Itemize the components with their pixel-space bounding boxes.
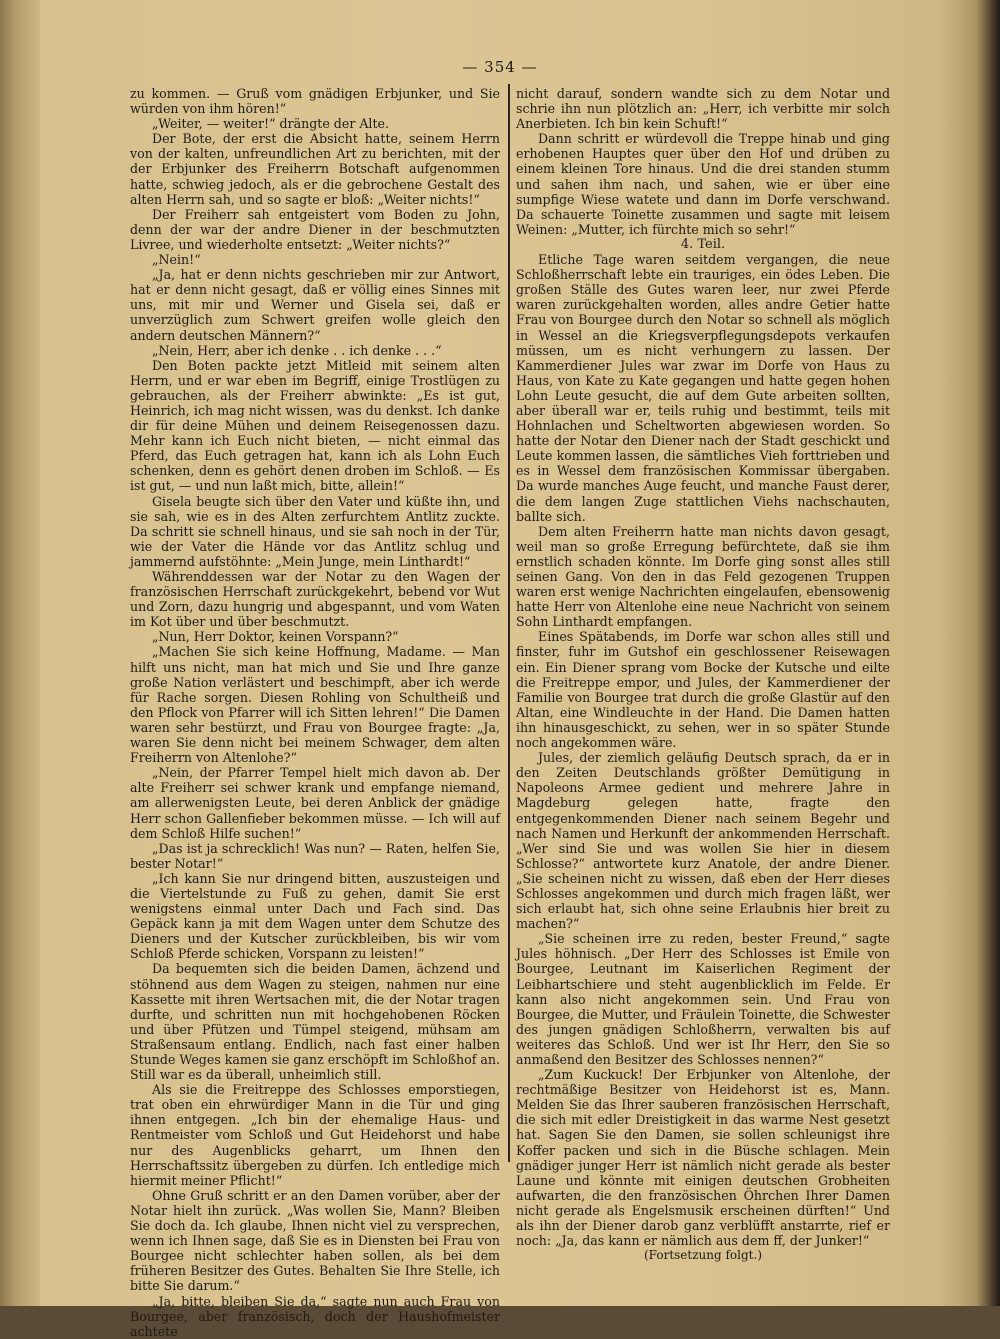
paragraph: Etliche Tage waren seitdem vergangen, die neue Schloßherrschaft lebte ein trauriges, ein ödes Leben. Die großen Ställe des Gutes waren leer, nur zwei Pferde waren zurückgehalten worden, alles andre Getier hatte Frau von Bourgee durch den Notar so schnell als möglich in Wessel an die Kriegsverpflegungsdepots verkaufen müssen, um es nicht verhungern zu lassen. Der Kammerdiener Jules war zwar im Dorfe von Haus zu Haus, von Kate zu Kate gegangen und hatte gegen hohen Lohn Leute gesucht, die auf dem Gute arbeiten sollten, aber überall war er, teils ruhig und bestimmt, teils mit Hohnlachen und Scheltworten abgewiesen worden. So hatte der Notar den Diener nach der Stadt geschickt und Leute kommen lassen, die sämtliches Vieh forttrieben und es in Wessel dem französischen Kommissar übergaben. Da wurde manches Auge feucht, und manche Faust derer, die dem langen Zuge stattlichen Viehs nachschauten, ballte sich. bbox=[516, 252, 890, 524]
paragraph: „Nun, Herr Doktor, keinen Vorspann?“ bbox=[152, 629, 399, 645]
paragraph: Als sie die Freitreppe des Schlosses emporstiegen, trat oben ein ehrwürdiger Mann in die Tür und ging ihnen entgegen. „Ich bin der ehemalige Haus- und Rentmeister vom Schloß und Gut Heidehorst und habe nur des Augenblicks geharrt, um Ihnen den Herrschaftssitz übergeben zu dürfen. Ich entledige mich hiermit meiner Pflicht!“ bbox=[130, 1082, 500, 1188]
paragraph: „Nein, der Pfarrer Tempel hielt mich davon ab. Der alte Freiherr sei schwer krank und empfange niemand, am allerwenigsten Leute, bei deren Anblick der gnädige Herr schon Gallenfieber bekommen müsse. — Ich will auf dem Schloß Hilfe suchen!“ bbox=[130, 765, 500, 841]
continued-note: (Fortsetzung folgt.) bbox=[644, 1248, 762, 1263]
column-divider bbox=[508, 84, 510, 1162]
paragraph: Ohne Gruß schritt er an den Damen vorüber, aber der Notar hielt ihn zurück. „Was wollen Sie, Mann? Bleiben Sie doch da. Ich glaube, Ihnen nicht viel zu versprechen, wenn ich Ihnen sage, daß Sie es in Diensten bei Frau von Bourgee nicht schlechter haben sollen, als bei dem früheren Besitzer des Gutes. Behalten Sie Ihre Stelle, ich bitte Sie darum.“ bbox=[130, 1187, 500, 1294]
section-title: 4. Teil. bbox=[680, 236, 726, 252]
paragraph: „Weiter, — weiter!“ drängte der Alte. bbox=[152, 116, 389, 132]
paragraph: Der Freiherr sah entgeistert vom Boden zu John, denn der war der andre Diener in der beschmutzten Livree, und wiederholte entsetzt: „Weiter nichts?“ bbox=[130, 206, 500, 252]
paragraph: nicht darauf, sondern wandte sich zu dem Notar und schrie ihn nun plötzlich an: „Herr, ich verbitte mir solch Anerbieten. Ich bin kein Schuft!“ bbox=[516, 86, 890, 132]
paragraph: Gisela beugte sich über den Vater und küßte ihn, und sie sah, wie es in des Alten zerfurchtem Antlitz zuckte. Da schritt sie schnell hinaus, und sie sah noch in der Tür, wie der Vater die Hände vor das Antlitz schlug und jammernd aufstöhnte: „Mein Junge, mein Linthardt!“ bbox=[130, 493, 500, 569]
paragraph: Den Boten packte jetzt Mitleid mit seinem alten Herrn, und er war eben im Begriff, einige Trostlügen zu gebrauchen, als der Freiherr abwinkte: „Es ist gut, Heinrich, ich mag nicht wissen, was du denkst. Ich danke dir für deine Mühen und deinem Reisegenossen dazu. Mehr kann ich Euch nicht bieten, — nicht einmal das Pferd, das Euch getragen hat, kann ich als Lohn Euch schenken, denn es gehört denen droben im Schloß. — Es ist gut, — und nun laßt mich, bitte, allein!“ bbox=[130, 357, 500, 494]
paragraph: „Sie scheinen irre zu reden, bester Freund,“ sagte Jules höhnisch. „Der Herr des Schlosses ist Emile von Bourgee, Leutnant im Kaiserlichen Regiment der Leibhartschiere und steht augenblicklich im Felde. Er kann also nicht angekommen sein. Und Frau von Bourgee, die Mutter, und Fräulein Toinette, die Schwester des jungen gnädigen Schloßherrn, verwalten bis auf weiteres das Schloß. Und wer ist Ihr Herr, den Sie so anmaßend den Besitzer des Schlosses nennen?“ bbox=[516, 931, 890, 1067]
paragraph: „Nein, Herr, aber ich denke . . ich denke . . .“ bbox=[152, 342, 442, 358]
paragraph: zu kommen. — Gruß vom gnädigen Erbjunker, und Sie würden von ihm hören!“ bbox=[130, 86, 500, 117]
paragraph: „Zum Kuckuck! Der Erbjunker von Altenlohe, der rechtmäßige Besitzer von Heidehorst ist es, Mann. Melden Sie das Ihrer sauberen französischen Herrschaft, die sich mit edler Dreistigkeit in das warme Nest gesetzt hat. Sagen Sie den Damen, sie sollen schleunigst ihre Koffer packen und sich in die Büsche schlagen. Mein gnädiger junger Herr ist nämlich nicht gerade als bester Laune und könnte mit einigen deutschen Grobheiten aufwarten, die den französischen Öhrchen Ihrer Damen nicht gerade als Engelsmusik erscheinen dürften!“ Und als ihn der Diener darob ganz verblüfft anstarrte, rief er noch: „Ja, das kann er nämlich aus dem ff, der Junker!“ bbox=[516, 1067, 890, 1249]
paragraph: Währenddessen war der Notar zu den Wagen der französischen Herrschaft zurückgekehrt, bebend vor Wut und Zorn, dazu hungrig und abgespannt, und vom Waten im Kot über und über beschmutzt. bbox=[130, 569, 500, 630]
paragraph: Da bequemten sich die beiden Damen, ächzend und stöhnend aus dem Wagen zu steigen, nahmen nur eine Kassette mit ihren Wertsachen mit, die der Notar tragen durfte, und schritten nun mit hochgehobenen Röcken und über Pfützen und Tümpel steigend, mühsam am Straßensaum entlang. Endlich, nach fast einer halben Stunde Weges kamen sie ganz erschöpft im Schloßhof an. Still war es da überall, unheimlich still. bbox=[130, 961, 500, 1083]
paragraph: „Das ist ja schrecklich! Was nun? — Raten, helfen Sie, bester Notar!“ bbox=[130, 840, 500, 871]
paragraph: Dem alten Freiherrn hatte man nichts davon gesagt, weil man so große Erregung befürchtete, daß sie ihm ernstlich schaden könnte. Im Dorfe ging sonst alles still seinen Gang. Von den in das Feld gezogenen Truppen waren erst wenige Nachrichten eingelaufen, ebensowenig hatte Herr von Altenlohe eine neue Nachricht von seinem Sohn Linthardt empfangen. bbox=[516, 523, 890, 630]
paragraph: Jules, der ziemlich geläufig Deutsch sprach, da er in den Zeiten Deutschlands größter Demütigung in Napoleons Armee gedient und mehrere Jahre in Magdeburg gelegen hatte, fragte den entgegenkommenden Diener nach seinem Begehr und nach Namen und Herkunft der ankommenden Herrschaft. „Wer sind Sie und was wollen Sie hier in diesem Schlosse?“ antwortete kurz Anatole, der andre Diener. „Sie scheinen nicht zu wissen, daß eben der Herr dieses Schlosses angekommen und durch mich fragen läßt, wer sich erlaubt hat, sich ohne seine Erlaubnis hier breit zu machen?“ bbox=[516, 750, 890, 932]
paragraph: „Ja, bitte, bleiben Sie da,“ sagte nun auch Frau von Bourgee, aber französisch, doch der Haushofmeister achtete bbox=[130, 1293, 500, 1339]
paragraph: „Nein!“ bbox=[152, 252, 201, 268]
page-number: — 354 — bbox=[462, 58, 538, 76]
paragraph: Der Bote, der erst die Absicht hatte, seinem Herrn von der kalten, unfreundlichen Art zu berichten, mit der der Erbjunker des Freiherrn Botschaft aufgenommen hatte, schwieg jedoch, als er die gebrochene Gestalt des alten Herrn sah, und so sagte er bloß: „Weiter nichts!“ bbox=[130, 131, 500, 207]
paragraph: Eines Spätabends, im Dorfe war schon alles still und finster, fuhr im Gutshof ein geschlossener Reisewagen ein. Ein Diener sprang vom Bocke der Kutsche und eilte die Freitreppe empor, und Jules, der Kammerdiener der Familie von Bourgee trat durch die große Glastür auf den Altan, eine Windleuchte in der Hand. Die Damen hatten ihn hinausgeschickt, zu sehen, wer in so später Stunde noch angekommen wäre. bbox=[516, 629, 890, 751]
paragraph: „Machen Sie sich keine Hoffnung, Madame. — Man hilft uns nicht, man hat mich und Sie und Ihre ganze große Nation verlästert und beschimpft, aber ich werde für Rache sorgen. Diesen Rohling von Schultheiß und den Pflock von Pfarrer will ich Sitten lehren!“ Die Damen waren sehr bestürzt, und Frau von Bourgee fragte: „Ja, waren Sie denn nicht bei meinem Schwager, dem alten Freiherrn von Altenlohe?“ bbox=[130, 644, 500, 766]
paragraph: Dann schritt er würdevoll die Treppe hinab und ging erhobenen Hauptes quer über den Hof und drüben zu einem kleinen Tore hinaus. Und die drei standen stumm und sahen ihm nach, und sahen, wie er über eine sumpfige Wiese watete und dann im Dorfe verschwand. Da schauerte Toinette zusammen und sagte mit leisem Weinen: „Mutter, ich fürchte mich so sehr!“ bbox=[516, 131, 890, 237]
page-edge-shadow bbox=[940, 0, 1000, 1306]
right-column bbox=[516, 86, 890, 1263]
page-binding-shadow bbox=[0, 0, 40, 1306]
paragraph: „Ja, hat er denn nichts geschrieben mir zur Antwort, hat er denn nicht gesagt, daß er völlig eines Sinnes mit uns, mit mir und Werner und Gisela sei, daß er unverzüglich zum Schwert greifen wolle gleich den andern deutschen Männern?“ bbox=[130, 267, 500, 343]
left-column bbox=[130, 86, 500, 1339]
paragraph: „Ich kann Sie nur dringend bitten, auszusteigen und die Viertelstunde zu Fuß zu gehen, damit Sie erst wenigstens einmal unter Dach und Fach sind. Das Gepäck kann ja mit dem Wagen unter dem Schutze des Dieners und der Kutscher zurückbleiben, bis wir vom Schloß Pferde schicken, Vorspann zu leisten!“ bbox=[130, 870, 500, 962]
